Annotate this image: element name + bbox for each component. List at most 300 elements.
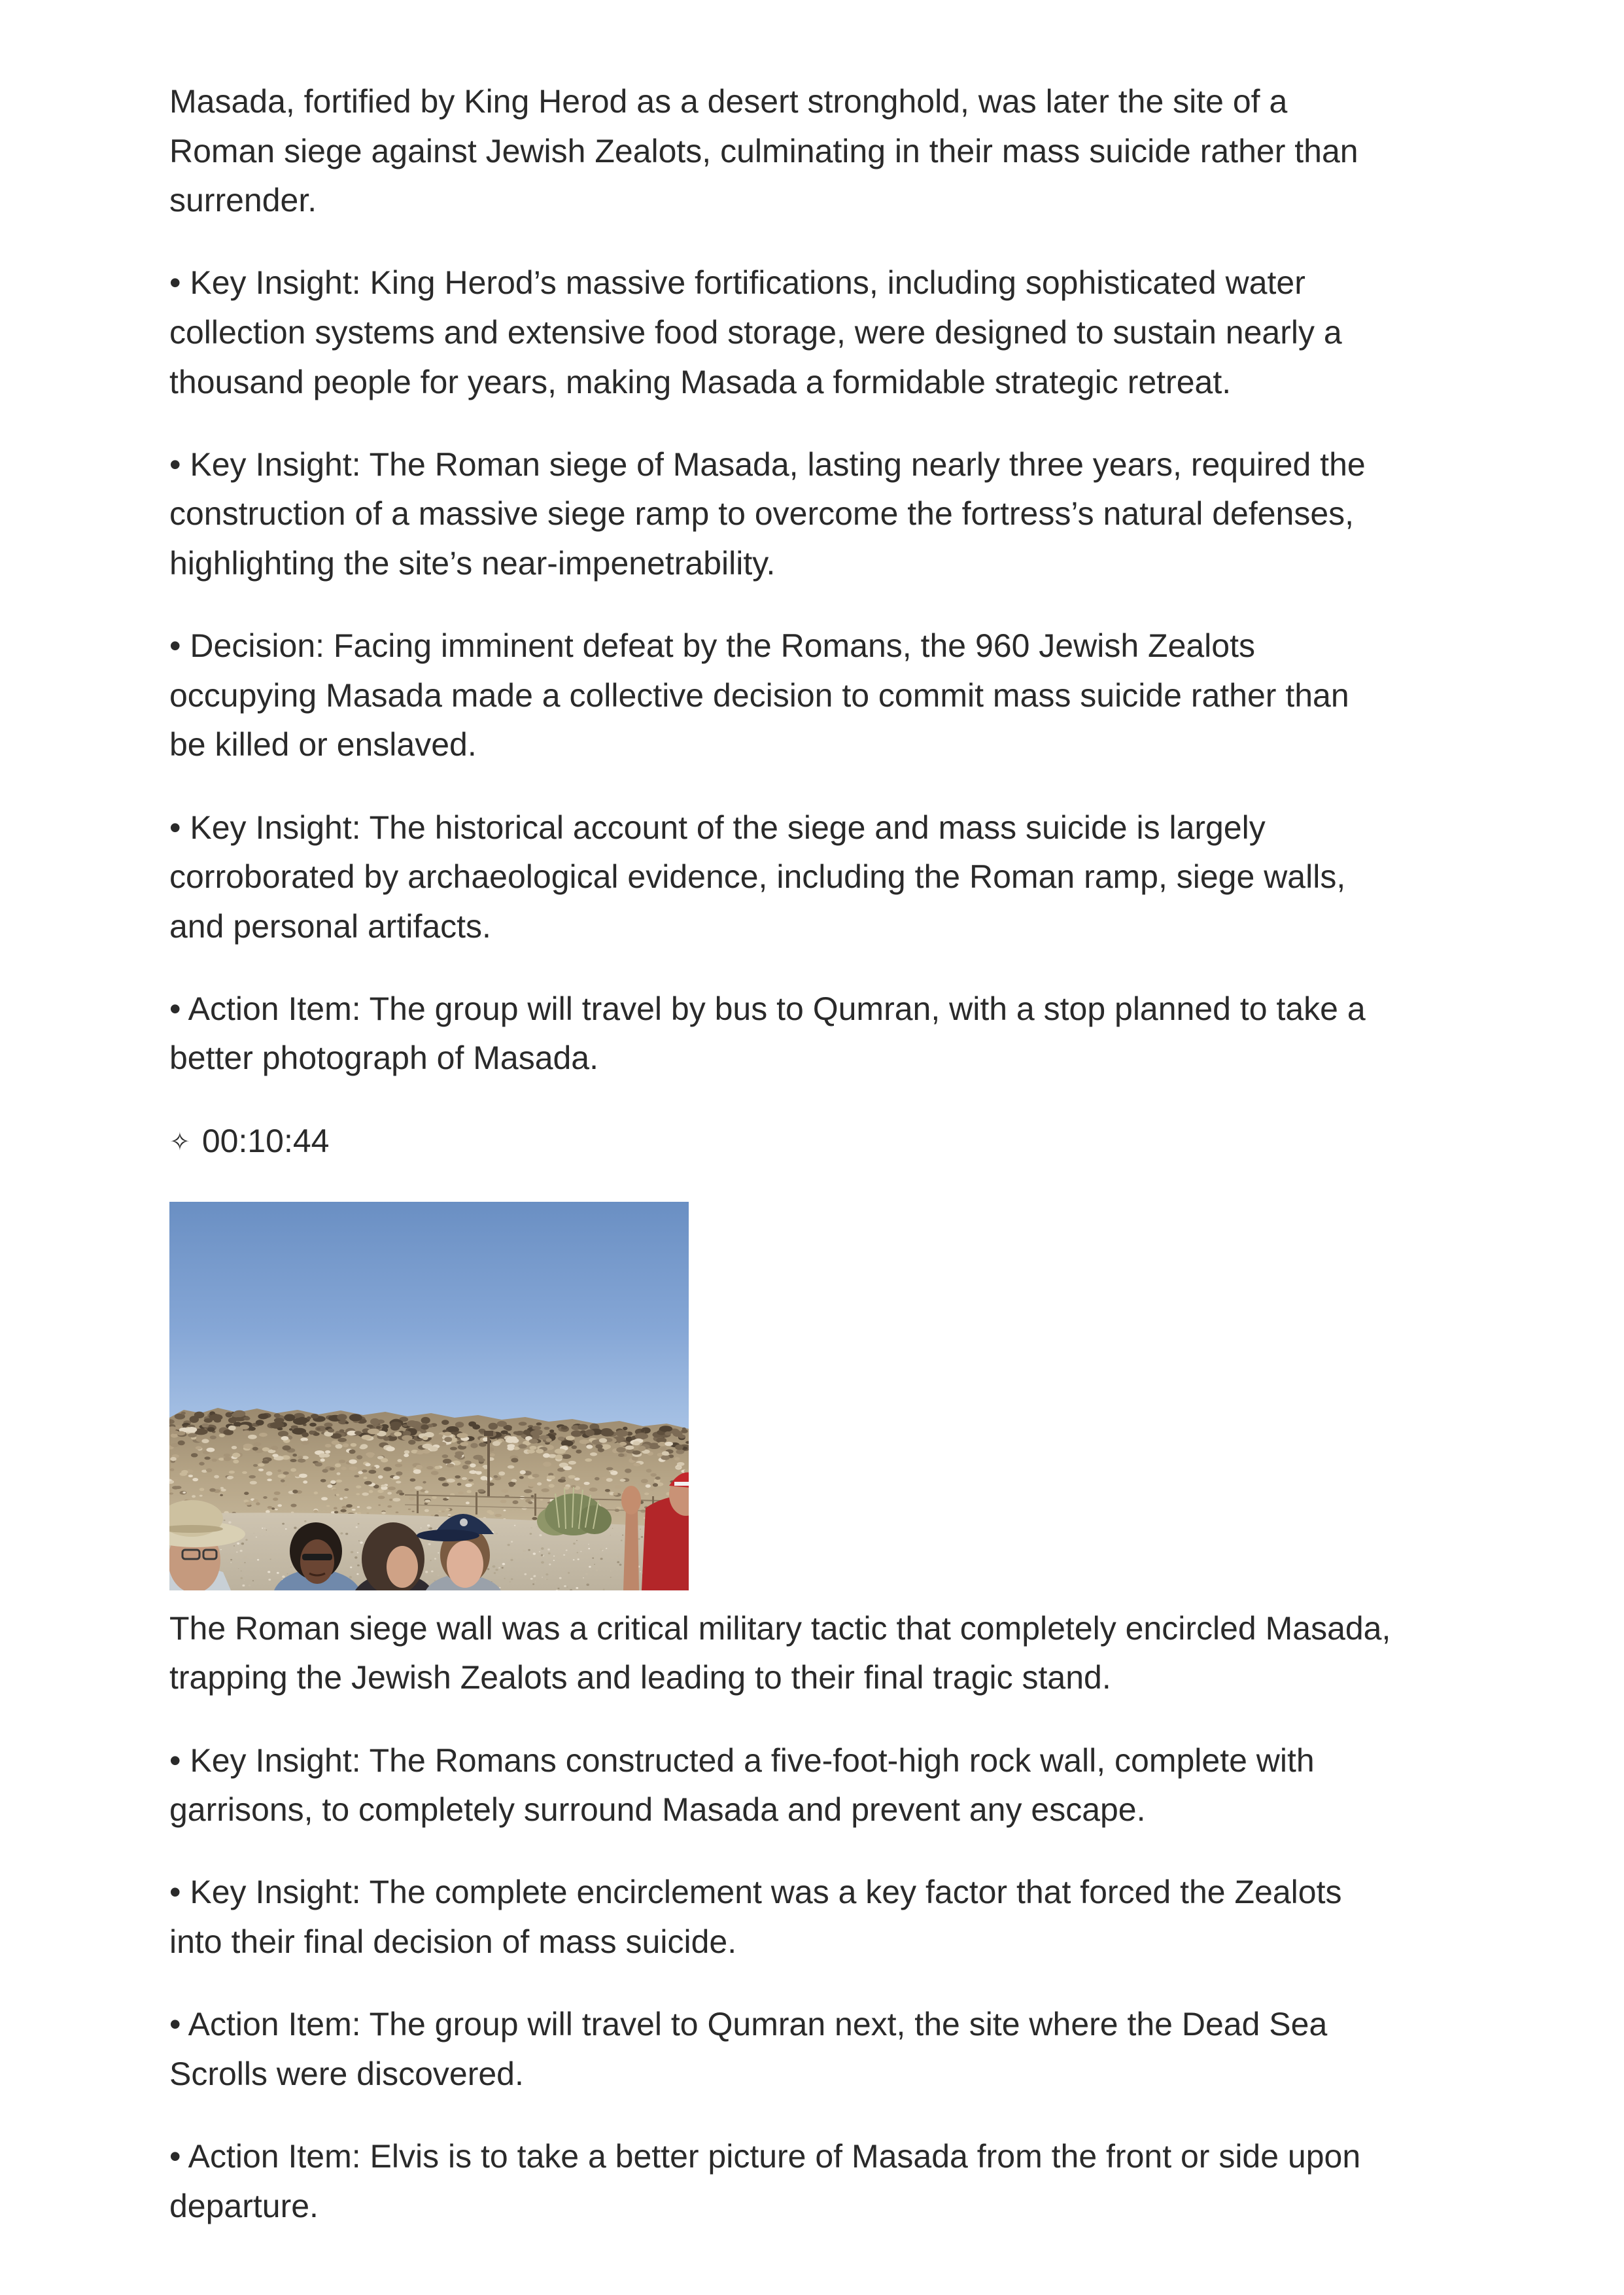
rock — [383, 1437, 390, 1441]
rock — [682, 1428, 686, 1430]
rock — [278, 1431, 288, 1436]
rock — [448, 1514, 451, 1515]
rock — [259, 1433, 268, 1437]
gravel-stone — [583, 1577, 584, 1579]
rock — [595, 1444, 602, 1448]
gravel-stone — [496, 1533, 498, 1535]
gravel-stone — [541, 1561, 544, 1564]
gravel-stone — [539, 1551, 540, 1552]
rock — [490, 1453, 495, 1456]
paragraph-line: corroborated by archaeological evidence, including the Roman ramp, siege walls, — [169, 858, 1346, 896]
rock — [558, 1437, 565, 1441]
rock — [249, 1427, 256, 1431]
rock — [266, 1471, 273, 1476]
rock — [478, 1458, 485, 1462]
rock — [332, 1488, 337, 1490]
gravel-stone — [619, 1564, 622, 1566]
rock — [170, 1468, 175, 1471]
rock — [309, 1430, 315, 1434]
rock — [443, 1459, 452, 1464]
key-insight-bullet — [169, 803, 1624, 952]
rock — [286, 1475, 291, 1478]
rock — [258, 1413, 268, 1419]
gravel-stone — [603, 1588, 605, 1590]
rock — [623, 1427, 627, 1430]
paragraph-line: • Key Insight: The Roman siege of Masada, lasting nearly three years, required the — [169, 446, 1366, 483]
gravel-stone — [358, 1523, 360, 1524]
gravel-stone — [535, 1581, 536, 1582]
rock — [314, 1492, 319, 1494]
rock — [649, 1488, 654, 1490]
rock — [635, 1433, 648, 1439]
rock — [674, 1457, 680, 1460]
rock — [665, 1431, 671, 1435]
gravel-stone — [421, 1528, 422, 1529]
rock — [537, 1482, 542, 1486]
rock — [509, 1484, 514, 1486]
rock — [543, 1453, 550, 1458]
rock — [676, 1449, 685, 1454]
gravel-stone — [360, 1541, 363, 1544]
gravel-stone — [541, 1547, 544, 1550]
rock — [367, 1424, 373, 1428]
rock — [365, 1463, 370, 1466]
rock — [298, 1458, 305, 1462]
paragraph-line: and personal artifacts. — [169, 907, 491, 945]
rock — [511, 1458, 518, 1462]
gravel-stone — [566, 1586, 568, 1588]
gravel-stone — [545, 1573, 548, 1575]
rock — [529, 1446, 536, 1450]
rock — [660, 1446, 666, 1450]
gravel-stone — [534, 1575, 536, 1577]
gravel-stone — [438, 1552, 439, 1554]
rock — [326, 1505, 330, 1507]
gravel-stone — [357, 1552, 358, 1553]
rock — [345, 1422, 349, 1424]
paragraph-line: collection systems and extensive food storage, were designed to sustain nearly a — [169, 313, 1342, 351]
rock — [232, 1446, 237, 1449]
rock — [519, 1476, 524, 1479]
rock — [170, 1457, 177, 1461]
paragraph-line: better photograph of Masada. — [169, 1040, 599, 1077]
rock — [676, 1466, 682, 1469]
rock — [334, 1511, 338, 1513]
paragraph-line: trapping the Jewish Zealots and leading to their final tragic stand. — [169, 1659, 1111, 1696]
rock — [410, 1479, 416, 1482]
rock — [494, 1514, 502, 1517]
rock — [646, 1469, 652, 1473]
rock — [226, 1412, 233, 1417]
gravel-stone — [525, 1573, 527, 1575]
rock — [263, 1496, 268, 1499]
gravel-stone — [293, 1569, 296, 1571]
rock — [284, 1414, 295, 1421]
rock — [219, 1433, 225, 1437]
gravel-stone — [287, 1573, 288, 1574]
gravel-stone — [539, 1534, 542, 1536]
gravel-stone — [580, 1550, 581, 1552]
rock — [315, 1462, 322, 1466]
rock — [376, 1426, 381, 1429]
rock — [595, 1477, 600, 1480]
rock — [530, 1430, 540, 1436]
rock — [638, 1446, 646, 1451]
rock — [249, 1475, 256, 1479]
fence-post — [475, 1492, 477, 1515]
rock — [357, 1506, 360, 1508]
rock — [618, 1453, 625, 1457]
paragraph-line: • Key Insight: The complete encirclement was a key factor that forced the Zealots — [169, 1874, 1342, 1911]
rock — [268, 1506, 273, 1509]
rock — [229, 1471, 235, 1474]
rock — [615, 1430, 629, 1437]
rock — [412, 1511, 415, 1512]
gravel-stone — [532, 1583, 534, 1585]
gravel-stone — [241, 1543, 244, 1545]
sunglasses — [302, 1554, 332, 1560]
rock — [620, 1479, 626, 1481]
rock — [584, 1482, 590, 1485]
rock — [651, 1473, 657, 1477]
rock — [545, 1438, 551, 1442]
rock — [586, 1445, 593, 1448]
gravel-stone — [240, 1550, 243, 1552]
gravel-stone — [269, 1558, 271, 1560]
rock — [327, 1484, 332, 1488]
rock — [233, 1460, 239, 1463]
rock — [368, 1428, 379, 1434]
gravel-stone — [242, 1585, 245, 1586]
rock — [572, 1432, 578, 1435]
rock — [457, 1482, 462, 1485]
rock — [470, 1443, 477, 1448]
rock — [199, 1462, 204, 1465]
rock — [421, 1417, 430, 1424]
rock — [362, 1469, 367, 1473]
gravel-stone — [340, 1532, 343, 1534]
rock — [284, 1484, 287, 1486]
rock — [528, 1501, 533, 1504]
rock — [585, 1458, 592, 1462]
gravel-stone — [502, 1567, 504, 1569]
summary-paragraph — [169, 77, 1624, 226]
rock — [394, 1431, 402, 1436]
rock — [182, 1492, 186, 1494]
gravel-stone — [358, 1540, 360, 1541]
gravel-stone — [428, 1543, 431, 1545]
rock — [528, 1482, 536, 1487]
rock — [455, 1475, 460, 1479]
rock — [256, 1502, 260, 1505]
gravel-stone — [511, 1578, 513, 1580]
rock — [410, 1489, 414, 1492]
rock — [283, 1471, 289, 1475]
rock — [339, 1460, 345, 1463]
rock — [574, 1477, 580, 1480]
paragraph-line: • Key Insight: The Romans constructed a five-foot-high rock wall, complete with — [169, 1742, 1315, 1779]
gravel-stone — [434, 1558, 436, 1559]
rock — [563, 1466, 572, 1470]
rock — [641, 1479, 648, 1483]
rock — [320, 1458, 325, 1462]
rock — [393, 1476, 400, 1479]
rock — [262, 1447, 269, 1451]
rock — [396, 1511, 399, 1513]
gravel-stone — [510, 1559, 513, 1561]
rock — [445, 1509, 450, 1511]
gravel-stone — [606, 1548, 607, 1549]
rock — [281, 1436, 289, 1441]
gravel-stone — [622, 1534, 623, 1535]
gravel-stone — [257, 1559, 259, 1561]
rock — [462, 1477, 467, 1480]
rock — [354, 1475, 359, 1477]
rock — [207, 1448, 215, 1452]
rock — [578, 1424, 588, 1430]
masada-photo — [169, 1202, 689, 1590]
gravel-stone — [431, 1570, 434, 1572]
gravel-stone — [233, 1545, 235, 1547]
rock — [281, 1479, 285, 1482]
rock — [303, 1480, 307, 1484]
rock — [615, 1485, 622, 1489]
rock — [439, 1442, 447, 1446]
rock — [363, 1477, 367, 1479]
rock — [590, 1452, 597, 1456]
rock — [212, 1458, 217, 1462]
rock — [390, 1422, 402, 1428]
gravel-stone — [549, 1564, 551, 1566]
gravel-stone — [586, 1583, 589, 1586]
rock — [665, 1442, 673, 1446]
rock — [330, 1480, 336, 1484]
rock — [605, 1489, 610, 1492]
rock — [352, 1509, 356, 1511]
rock — [532, 1474, 540, 1478]
rock — [470, 1463, 475, 1467]
gravel-stone — [566, 1549, 568, 1550]
rock — [386, 1446, 395, 1451]
rock — [199, 1488, 205, 1491]
gravel-stone — [238, 1568, 239, 1569]
gravel-stone — [545, 1579, 546, 1580]
rock — [421, 1424, 428, 1429]
gravel-stone — [277, 1572, 279, 1574]
raised-arm — [623, 1509, 639, 1590]
gravel-stone — [530, 1527, 532, 1528]
paragraph-line: departure. — [169, 2187, 319, 2224]
rock — [407, 1423, 412, 1426]
rock — [646, 1484, 651, 1488]
rock — [209, 1488, 216, 1492]
rock — [275, 1509, 278, 1510]
gravel-stone — [282, 1522, 285, 1524]
rock — [313, 1510, 318, 1513]
paragraph-line: Roman siege against Jewish Zealots, culminating in their mass suicide rather than — [169, 132, 1358, 169]
gravel-stone — [356, 1526, 358, 1528]
rock — [273, 1498, 278, 1501]
rock — [619, 1442, 627, 1446]
gravel-stone — [559, 1577, 562, 1579]
gravel-stone — [426, 1566, 428, 1568]
rock — [277, 1469, 281, 1472]
rock — [408, 1440, 415, 1445]
rock — [508, 1465, 515, 1469]
rock — [653, 1483, 658, 1487]
rock — [434, 1434, 443, 1439]
gravel-stone — [511, 1541, 513, 1542]
gravel-stone — [568, 1572, 570, 1574]
rock — [547, 1475, 555, 1480]
rock — [540, 1499, 543, 1501]
rock — [332, 1440, 339, 1445]
rock — [441, 1511, 445, 1513]
timestamp-time: 00:10:44 — [201, 1122, 330, 1159]
fist — [621, 1486, 641, 1515]
rock — [677, 1462, 685, 1466]
gravel-stone — [268, 1579, 271, 1581]
rock — [442, 1454, 449, 1458]
paragraph-line: Masada, fortified by King Herod as a desert stronghold, was later the site of a — [169, 83, 1288, 120]
gravel-stone — [495, 1569, 498, 1571]
rock — [302, 1432, 309, 1437]
rock — [638, 1482, 644, 1486]
gravel-stone — [268, 1571, 270, 1573]
gravel-stone — [438, 1575, 440, 1576]
rock — [366, 1513, 369, 1514]
rock — [324, 1422, 332, 1427]
rock — [544, 1427, 550, 1430]
rock — [466, 1501, 470, 1504]
gravel-stone — [345, 1533, 348, 1535]
paragraph-line: thousand people for years, making Masada a formidable strategic retreat. — [169, 363, 1232, 400]
rock — [181, 1412, 186, 1415]
rock — [290, 1468, 296, 1472]
rock — [356, 1493, 360, 1495]
rock — [523, 1429, 530, 1435]
rock — [659, 1426, 672, 1432]
rock — [233, 1410, 245, 1417]
face — [300, 1539, 334, 1584]
rock — [371, 1466, 376, 1469]
rock — [480, 1476, 487, 1480]
rock — [320, 1479, 326, 1482]
rock — [277, 1428, 283, 1430]
gravel-stone — [523, 1550, 526, 1552]
rock — [616, 1447, 626, 1452]
gravel-stone — [256, 1536, 257, 1537]
rock — [250, 1480, 257, 1484]
rock — [204, 1456, 210, 1460]
gravel-stone — [494, 1572, 496, 1574]
rock — [325, 1444, 332, 1448]
rock — [543, 1462, 551, 1467]
rock — [536, 1422, 542, 1426]
sky — [169, 1202, 689, 1437]
gravel-stone — [427, 1524, 430, 1526]
gravel-stone — [228, 1521, 231, 1524]
rock — [369, 1490, 373, 1493]
rock — [493, 1475, 498, 1478]
rock — [356, 1485, 361, 1488]
paragraph-line: be killed or enslaved. — [169, 726, 477, 763]
rock — [561, 1454, 571, 1459]
rock — [529, 1439, 538, 1443]
rock — [340, 1509, 346, 1513]
rock — [572, 1445, 578, 1449]
rock — [262, 1460, 269, 1463]
rock — [467, 1490, 472, 1493]
paragraph-line: • Action Item: Elvis is to take a better picture of Masada from the front or side upon — [169, 2137, 1361, 2175]
rock — [388, 1486, 396, 1490]
rock — [477, 1489, 484, 1492]
rock — [409, 1497, 415, 1500]
gravel-stone — [224, 1519, 226, 1520]
rock — [389, 1499, 392, 1501]
rock — [504, 1509, 506, 1511]
gravel-stone — [533, 1552, 536, 1555]
rock — [447, 1463, 455, 1467]
gravel-ground — [169, 1513, 689, 1590]
rock — [334, 1507, 337, 1509]
gravel-stone — [237, 1542, 239, 1544]
rock — [444, 1437, 452, 1442]
key-insight-bullet — [169, 440, 1624, 589]
fence-post — [417, 1491, 419, 1513]
rock — [292, 1454, 297, 1457]
gravel-stone — [640, 1571, 641, 1572]
rock — [368, 1454, 374, 1458]
rock — [568, 1475, 576, 1479]
rock — [396, 1471, 402, 1475]
rock — [458, 1491, 464, 1494]
paragraph-line: • Action Item: The group will travel to Qumran next, the site where the Dead Sea — [169, 2006, 1328, 2043]
rock — [325, 1450, 330, 1454]
rock — [258, 1469, 264, 1471]
gravel-stone — [354, 1556, 357, 1559]
rock — [245, 1501, 251, 1505]
rock — [192, 1495, 196, 1498]
rock — [633, 1463, 640, 1467]
rock — [633, 1441, 640, 1446]
gravel-stone — [241, 1570, 242, 1571]
gravel-stone — [504, 1578, 505, 1579]
rock — [210, 1435, 216, 1439]
rock — [366, 1506, 371, 1509]
rock — [272, 1454, 278, 1457]
rock — [549, 1484, 555, 1488]
rock — [224, 1454, 231, 1457]
gravel-stone — [541, 1554, 544, 1556]
gravel-stone — [498, 1567, 500, 1568]
gravel-stone — [553, 1560, 555, 1561]
gravel-stone — [290, 1566, 292, 1568]
rock — [344, 1488, 349, 1491]
paragraph-line: occupying Masada made a collective decision to commit mass suicide rather than — [169, 676, 1349, 714]
paragraph-line: • Action Item: The group will travel by bus to Qumran, with a stop planned to take a — [169, 990, 1366, 1027]
rock — [613, 1492, 618, 1495]
rock — [317, 1428, 320, 1430]
rock — [513, 1500, 519, 1504]
rock — [381, 1484, 386, 1487]
rock — [392, 1498, 400, 1501]
gravel-stone — [589, 1566, 591, 1568]
gravel-stone — [578, 1558, 579, 1560]
rock — [396, 1480, 401, 1483]
gravel-stone — [640, 1528, 641, 1530]
gravel-stone — [245, 1539, 247, 1541]
